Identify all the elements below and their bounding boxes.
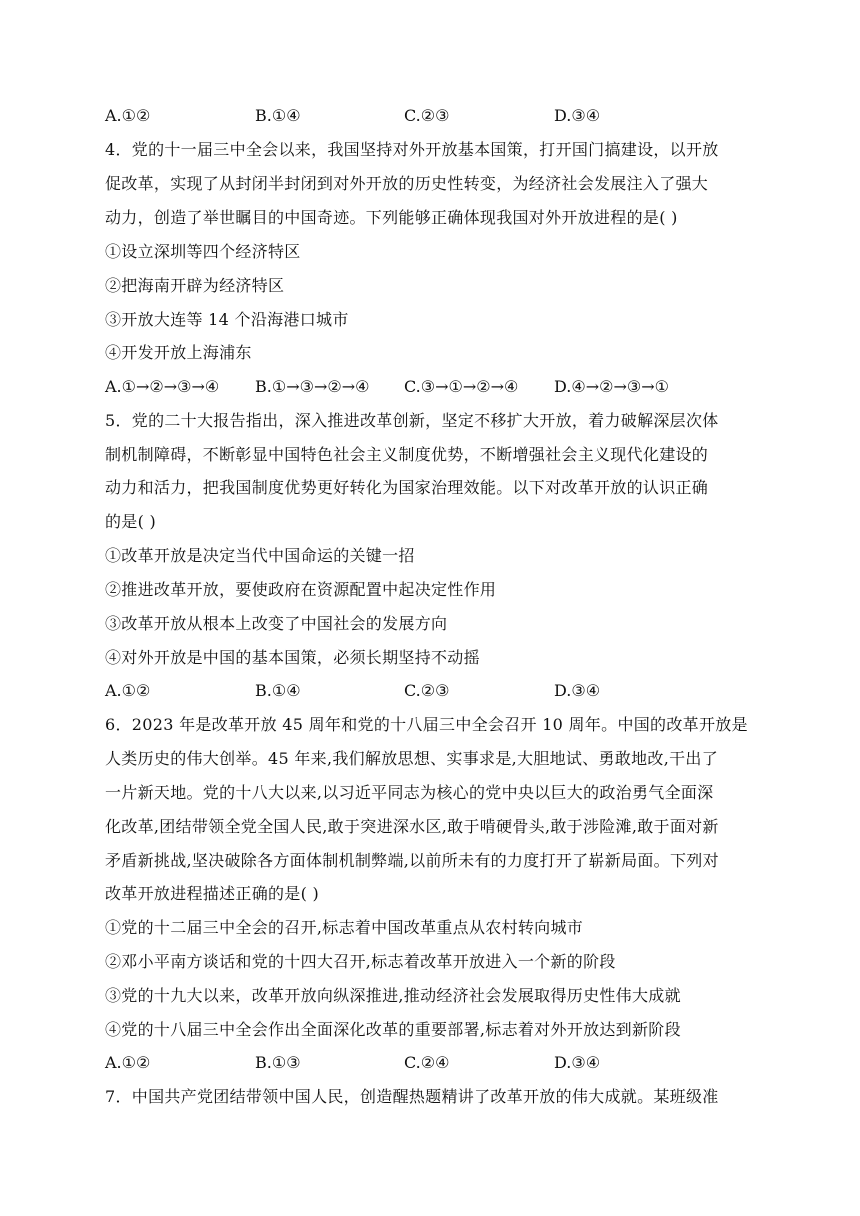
q5-option-b[interactable]: B.①④ (255, 681, 301, 700)
q6-stem-line-5: 矛盾新挑战,坚决破除各方面体制机制弊端,以前所未有的力度打开了崭新局面。下列对 (105, 851, 719, 870)
q3-option-c[interactable]: C.②③ (404, 106, 450, 125)
q7-stem-line-1: 7．中国共产党团结带领中国人民，创造醒热题精讲了改革开放的伟大成就。某班级准 (105, 1087, 719, 1106)
q6-option-a[interactable]: A.①② (105, 1053, 151, 1072)
q4-stem-line-2: 促改革，实现了从封闭半封闭到对外开放的历史性转变，为经济社会发展注入了强大 (105, 174, 709, 193)
q6-stem-line-3: 一片新天地。党的十八大以来,以习近平同志为核心的党中央以巨大的政治勇气全面深 (105, 783, 714, 802)
q4-item-2: ②把海南开辟为经济特区 (105, 276, 285, 295)
q6-stem-line-6: 改革开放进程描述正确的是( ) (105, 884, 320, 903)
q6-stem-line-4: 化改革,团结带领全党全国人民,敢于突进深水区,敢于啃硬骨头,敢于涉险滩,敢于面对新 (105, 817, 719, 836)
q4-stem-line-3: 动力，创造了举世瞩目的中国奇迹。下列能够正确体现我国对外开放进程的是( ) (105, 208, 678, 227)
q4-option-b[interactable]: B.①→③→②→④ (255, 377, 370, 396)
q3-option-b[interactable]: B.①④ (255, 106, 301, 125)
q5-option-c[interactable]: C.②③ (404, 681, 450, 700)
q6-item-3: ③党的十九大以来，改革开放向纵深推进,推动经济社会发展取得历史性伟大成就 (105, 986, 681, 1005)
q5-option-d[interactable]: D.③④ (554, 681, 601, 700)
q4-option-c[interactable]: C.③→①→②→④ (404, 377, 519, 396)
q4-item-1: ①设立深圳等四个经济特区 (105, 242, 301, 261)
q4-option-d[interactable]: D.④→②→③→① (554, 377, 669, 396)
q6-stem-line-1: 6．2023 年是改革开放 45 周年和党的十八届三中全会召开 10 周年。中国的改革开放是 (105, 715, 748, 734)
q5-item-3: ③改革开放从根本上改变了中国社会的发展方向 (105, 614, 448, 633)
q4-item-3: ③开放大连等 14 个沿海港口城市 (105, 310, 349, 329)
q5-stem-line-3: 动力和活力，把我国制度优势更好转化为国家治理效能。以下对改革开放的认识正确 (105, 478, 709, 497)
q4-item-4: ④开发开放上海浦东 (105, 343, 252, 362)
q4-option-a[interactable]: A.①→②→③→④ (105, 377, 220, 396)
q3-option-a[interactable]: A.①② (105, 106, 151, 125)
q6-stem-line-2: 人类历史的伟大创举。45 年来,我们解放思想、实事求是,大胆地试、勇敢地改,干出了 (105, 749, 719, 768)
q3-option-d[interactable]: D.③④ (554, 106, 601, 125)
q6-option-d[interactable]: D.③④ (554, 1053, 601, 1072)
q5-stem-line-1: 5．党的二十大报告指出，深入推进改革创新，坚定不移扩大开放，着力破解深层次体 (105, 411, 719, 430)
q5-stem-line-4: 的是( ) (105, 512, 157, 531)
q6-option-c[interactable]: C.②④ (404, 1053, 450, 1072)
q6-item-4: ④党的十八届三中全会作出全面深化改革的重要部署,标志着对外开放达到新阶段 (105, 1020, 681, 1039)
q4-stem-line-1: 4．党的十一届三中全会以来，我国坚持对外开放基本国策，打开国门搞建设，以开放 (105, 140, 719, 159)
q5-item-2: ②推进改革开放，要使政府在资源配置中起决定性作用 (105, 580, 497, 599)
q6-item-1: ①党的十二届三中全会的召开,标志着中国改革重点从农村转向城市 (105, 918, 584, 937)
q5-option-a[interactable]: A.①② (105, 681, 151, 700)
q5-item-4: ④对外开放是中国的基本国策，必须长期坚持不动摇 (105, 648, 480, 667)
q5-item-1: ①改革开放是决定当代中国命运的关键一招 (105, 546, 415, 565)
q6-item-2: ②邓小平南方谈话和党的十四大召开,标志着改革开放进入一个新的阶段 (105, 952, 616, 971)
q5-stem-line-2: 制机制障碍，不断彰显中国特色社会主义制度优势，不断增强社会主义现代化建设的 (105, 445, 709, 464)
q6-option-b[interactable]: B.①③ (255, 1053, 301, 1072)
